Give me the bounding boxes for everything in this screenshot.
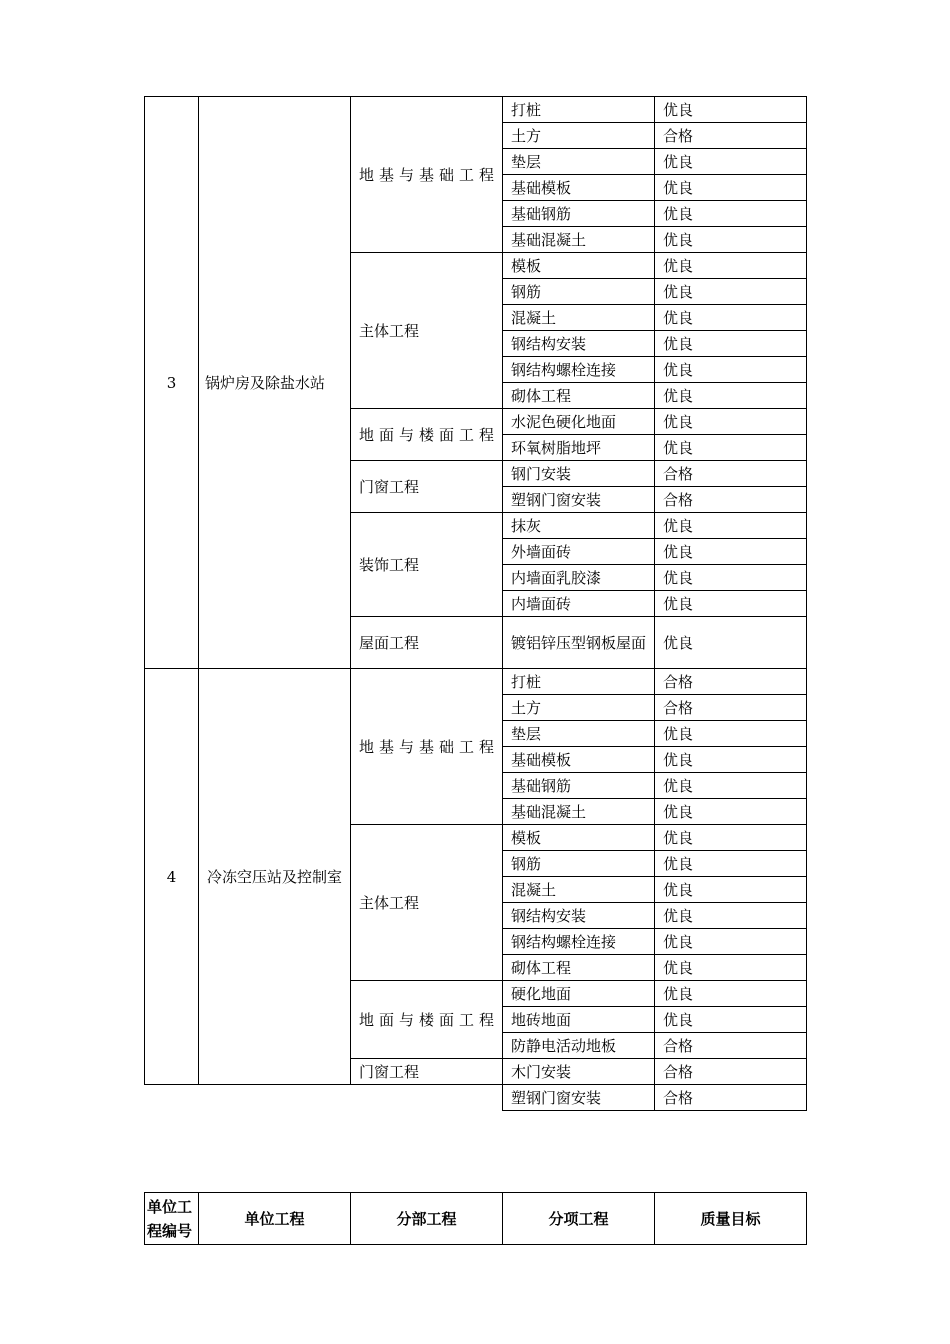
item-name <box>503 825 655 851</box>
division-label: 主体工程 <box>359 893 420 912</box>
unit-code: 3 <box>145 97 199 669</box>
division-name <box>351 617 503 669</box>
header-unit-code: 单位工程编号 <box>145 1193 199 1245</box>
item-label: 钢结构螺栓连接 <box>511 360 617 379</box>
division-label: 门窗工程 <box>359 477 420 496</box>
quality-target: 优良 <box>655 357 807 383</box>
item-name <box>503 409 655 435</box>
item-label: 钢结构安装 <box>511 334 587 353</box>
division-label: 地基与基础工程 <box>359 737 494 756</box>
item-name <box>503 227 655 253</box>
division-name <box>351 981 503 1059</box>
quality-target: 合格 <box>655 487 807 513</box>
item-label: 钢筋 <box>511 282 542 301</box>
division-label: 屋面工程 <box>359 633 420 652</box>
item-label: 环氧树脂地坪 <box>511 438 602 457</box>
item-name <box>503 305 655 331</box>
item-label: 内墙面砖 <box>511 594 572 613</box>
division-label: 地面与楼面工程 <box>359 1010 494 1029</box>
item-label: 硬化地面 <box>511 984 572 1003</box>
quality-target: 优良 <box>655 799 807 825</box>
item-name <box>503 175 655 201</box>
item-label: 钢门安装 <box>511 464 572 483</box>
quality-target: 合格 <box>655 669 807 695</box>
quality-target: 优良 <box>655 409 807 435</box>
quality-target: 优良 <box>655 1007 807 1033</box>
item-label: 砌体工程 <box>511 386 572 405</box>
item-name <box>503 929 655 955</box>
quality-target: 优良 <box>655 227 807 253</box>
header-division: 分部工程 <box>351 1193 503 1245</box>
header-item: 分项工程 <box>503 1193 655 1245</box>
quality-target: 合格 <box>655 123 807 149</box>
division-name <box>351 409 503 461</box>
item-name <box>503 799 655 825</box>
item-name <box>503 513 655 539</box>
quality-target: 优良 <box>655 903 807 929</box>
item-name: 塑钢门窗安装 <box>503 1085 655 1111</box>
item-name <box>503 591 655 617</box>
item-label: 垫层 <box>511 152 542 171</box>
empty-cell <box>145 1085 199 1111</box>
unit-name: 冷冻空压站及控制室 <box>199 669 351 1085</box>
division-name <box>351 825 503 981</box>
item-name <box>503 903 655 929</box>
item-label: 土方 <box>511 698 542 717</box>
item-name <box>503 1033 655 1059</box>
quality-target: 合格 <box>655 1033 807 1059</box>
quality-target-table <box>144 96 807 1111</box>
division-label: 门窗工程 <box>359 1062 420 1081</box>
quality-target: 优良 <box>655 201 807 227</box>
item-name <box>503 851 655 877</box>
item-label: 镀铝锌压型钢板屋面 <box>511 633 647 652</box>
item-name <box>503 279 655 305</box>
item-label: 内墙面乳胶漆 <box>511 568 602 587</box>
item-name <box>503 539 655 565</box>
item-name <box>503 669 655 695</box>
item-name <box>503 149 655 175</box>
quality-target: 优良 <box>655 591 807 617</box>
item-name <box>503 461 655 487</box>
item-label: 打桩 <box>511 672 542 691</box>
item-name <box>503 201 655 227</box>
header-quality: 质量目标 <box>655 1193 807 1245</box>
quality-target: 优良 <box>655 617 807 669</box>
header-row <box>145 1193 807 1245</box>
quality-target: 优良 <box>655 149 807 175</box>
item-label: 基础钢筋 <box>511 204 572 223</box>
item-name <box>503 97 655 123</box>
quality-target: 优良 <box>655 929 807 955</box>
quality-target: 优良 <box>655 539 807 565</box>
quality-target: 优良 <box>655 331 807 357</box>
item-label: 外墙面砖 <box>511 542 572 561</box>
item-label: 基础钢筋 <box>511 776 572 795</box>
division-name <box>351 97 503 253</box>
item-label: 钢结构安装 <box>511 906 587 925</box>
item-label: 砌体工程 <box>511 958 572 977</box>
division-name <box>351 669 503 825</box>
item-name <box>503 773 655 799</box>
item-name <box>503 565 655 591</box>
quality-target: 优良 <box>655 435 807 461</box>
item-name <box>503 721 655 747</box>
division-name <box>351 513 503 617</box>
table-header-repeat <box>144 1192 807 1245</box>
division-name <box>351 253 503 409</box>
quality-target: 优良 <box>655 877 807 903</box>
item-label: 混凝土 <box>511 308 557 327</box>
item-label: 模板 <box>511 828 542 847</box>
quality-target: 优良 <box>655 97 807 123</box>
division-label: 地面与楼面工程 <box>359 425 494 444</box>
item-label: 混凝土 <box>511 880 557 899</box>
item-label: 打桩 <box>511 100 542 119</box>
item-name <box>503 123 655 149</box>
item-name <box>503 487 655 513</box>
item-label: 垫层 <box>511 724 542 743</box>
quality-target: 优良 <box>655 565 807 591</box>
item-label: 水泥色硬化地面 <box>511 412 617 431</box>
item-label: 木门安装 <box>511 1062 572 1081</box>
division-label: 主体工程 <box>359 321 420 340</box>
division-name <box>351 461 503 513</box>
item-name <box>503 617 655 669</box>
table-row <box>145 97 807 123</box>
item-label: 模板 <box>511 256 542 275</box>
quality-target: 优良 <box>655 747 807 773</box>
quality-target: 优良 <box>655 955 807 981</box>
item-name <box>503 435 655 461</box>
item-name <box>503 747 655 773</box>
quality-target: 优良 <box>655 773 807 799</box>
quality-target: 合格 <box>655 695 807 721</box>
quality-target: 优良 <box>655 851 807 877</box>
item-label: 土方 <box>511 126 542 145</box>
item-name <box>503 877 655 903</box>
item-name <box>503 695 655 721</box>
item-name <box>503 383 655 409</box>
unit-name: 锅炉房及除盐水站 <box>199 97 351 669</box>
quality-target: 优良 <box>655 513 807 539</box>
table-row-overflow <box>145 1085 807 1111</box>
item-label: 基础混凝土 <box>511 230 587 249</box>
quality-table-body <box>145 97 807 1111</box>
quality-target: 优良 <box>655 981 807 1007</box>
division-name <box>351 1059 503 1085</box>
item-label: 钢筋 <box>511 854 542 873</box>
quality-target: 优良 <box>655 305 807 331</box>
quality-target: 合格 <box>655 1059 807 1085</box>
item-label: 基础模板 <box>511 178 572 197</box>
quality-target: 优良 <box>655 825 807 851</box>
quality-target: 优良 <box>655 253 807 279</box>
empty-cell <box>199 1085 351 1111</box>
quality-target: 优良 <box>655 175 807 201</box>
item-label: 基础混凝土 <box>511 802 587 821</box>
item-name <box>503 357 655 383</box>
empty-cell <box>351 1085 503 1111</box>
item-name <box>503 253 655 279</box>
item-name <box>503 331 655 357</box>
item-name <box>503 955 655 981</box>
table-row <box>145 669 807 695</box>
quality-target: 优良 <box>655 383 807 409</box>
item-name <box>503 1007 655 1033</box>
quality-target: 合格 <box>655 1085 807 1111</box>
header-unit: 单位工程 <box>199 1193 351 1245</box>
item-label: 防静电活动地板 <box>511 1036 617 1055</box>
quality-target: 合格 <box>655 461 807 487</box>
item-label: 地砖地面 <box>511 1010 572 1029</box>
item-name <box>503 1059 655 1085</box>
division-label: 装饰工程 <box>359 555 420 574</box>
item-label: 塑钢门窗安装 <box>511 490 602 509</box>
item-label: 钢结构螺栓连接 <box>511 932 617 951</box>
quality-target: 优良 <box>655 721 807 747</box>
item-label: 抹灰 <box>511 516 542 535</box>
item-label: 基础模板 <box>511 750 572 769</box>
item-name <box>503 981 655 1007</box>
unit-code: 4 <box>145 669 199 1085</box>
quality-target: 优良 <box>655 279 807 305</box>
division-label: 地基与基础工程 <box>359 165 494 184</box>
